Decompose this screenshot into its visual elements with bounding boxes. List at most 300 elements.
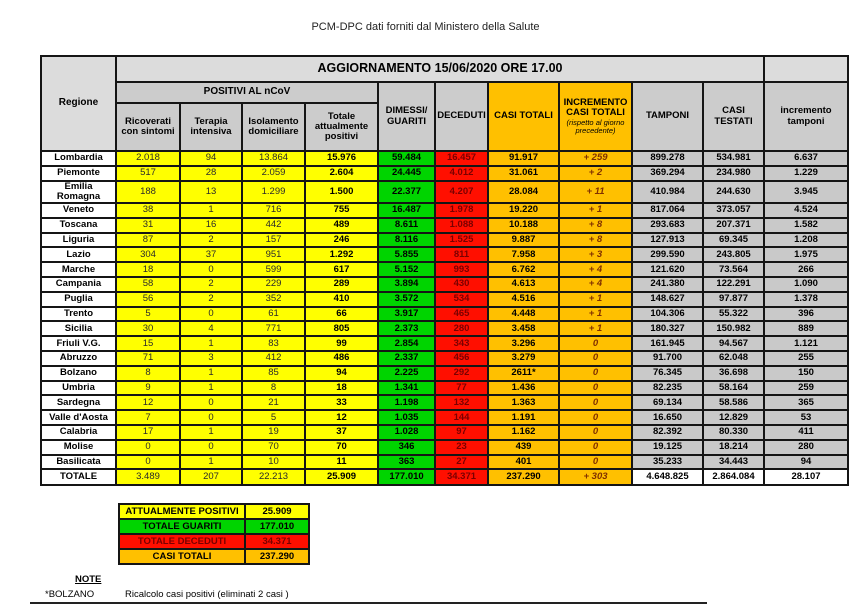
summary-label-attualmente-positivi: ATTUALMENTE POSITIVI <box>119 504 245 519</box>
cell-incremento-tamponi: 255 <box>764 351 848 366</box>
cell-dimessi-guariti: 5.855 <box>378 247 435 262</box>
cell-terapia-intensiva: 1 <box>180 203 242 218</box>
cell-dimessi-guariti: 2.337 <box>378 351 435 366</box>
cell-incremento-casi: 0 <box>559 425 632 440</box>
cell-tamponi: 299.590 <box>632 247 703 262</box>
cell-ricoverati: 8 <box>116 366 180 381</box>
header-empty-cell <box>764 56 848 82</box>
cell-isolamento: 13.864 <box>242 151 305 166</box>
cell-totale-positivi: 1.500 <box>305 181 378 204</box>
cell-dimessi-guariti: 2.373 <box>378 321 435 336</box>
cell-tamponi: 148.627 <box>632 292 703 307</box>
cell-incremento-tamponi: 1.229 <box>764 166 848 181</box>
cell-casi-totali: 4.613 <box>488 277 559 292</box>
cell-deceduti: 993 <box>435 262 488 277</box>
cell-totale-positivi: 11 <box>305 455 378 470</box>
cell-ricoverati: 15 <box>116 336 180 351</box>
cell-tamponi: 121.620 <box>632 262 703 277</box>
note-bolzano-ref: *BOLZANO <box>45 589 95 600</box>
cell-tamponi: 369.294 <box>632 166 703 181</box>
cell-tamponi: 241.380 <box>632 277 703 292</box>
header-positivi-group: POSITIVI AL nCoV <box>116 82 378 103</box>
cell-terapia-intensiva: 1 <box>180 366 242 381</box>
cell-ricoverati: 30 <box>116 321 180 336</box>
cell-casi-totali: 6.762 <box>488 262 559 277</box>
cell-regione: Piemonte <box>41 166 116 181</box>
cell-incremento-casi: + 1 <box>559 203 632 218</box>
cell-casi-totali: 28.084 <box>488 181 559 204</box>
cell-ricoverati: 517 <box>116 166 180 181</box>
cell-incremento-tamponi: 411 <box>764 425 848 440</box>
header-incremento-casi <box>559 82 632 151</box>
cell-terapia-intensiva: 0 <box>180 262 242 277</box>
cell-tamponi: 410.984 <box>632 181 703 204</box>
cell-incremento-casi: + 8 <box>559 233 632 248</box>
note-bolzano <box>45 589 289 600</box>
cell-totale-positivi: 94 <box>305 366 378 381</box>
main-table-body <box>41 151 848 485</box>
summary-value-totale-deceduti: 34.371 <box>245 534 309 549</box>
cell-totale-positivi: 246 <box>305 233 378 248</box>
cell-incremento-tamponi: 1.975 <box>764 247 848 262</box>
cell-incremento-tamponi: 1.208 <box>764 233 848 248</box>
cell-casi-testati: 18.214 <box>703 440 764 455</box>
cell-tamponi: 4.648.825 <box>632 469 703 485</box>
cell-terapia-intensiva: 1 <box>180 336 242 351</box>
table-row <box>41 307 848 322</box>
cell-casi-totali: 9.887 <box>488 233 559 248</box>
cell-isolamento: 412 <box>242 351 305 366</box>
summary-label-casi-totali: CASI TOTALI <box>119 549 245 564</box>
cell-regione: Abruzzo <box>41 351 116 366</box>
cell-tamponi: 82.235 <box>632 381 703 396</box>
cell-totale-positivi: 15.976 <box>305 151 378 166</box>
cell-casi-totali: 2611* <box>488 366 559 381</box>
cell-regione: Friuli V.G. <box>41 336 116 351</box>
cell-incremento-casi: + 11 <box>559 181 632 204</box>
cell-deceduti: 292 <box>435 366 488 381</box>
cell-terapia-intensiva: 28 <box>180 166 242 181</box>
header-casi-testati: CASI TESTATI <box>703 82 764 151</box>
cell-casi-testati: 58.164 <box>703 381 764 396</box>
cell-terapia-intensiva: 94 <box>180 151 242 166</box>
cell-ricoverati: 0 <box>116 455 180 470</box>
table-row <box>41 366 848 381</box>
cell-regione: Trento <box>41 307 116 322</box>
table-row <box>41 166 848 181</box>
table-row <box>41 351 848 366</box>
cell-incremento-tamponi: 1.582 <box>764 218 848 233</box>
cell-deceduti: 534 <box>435 292 488 307</box>
cell-incremento-tamponi: 266 <box>764 262 848 277</box>
cell-casi-testati: 69.345 <box>703 233 764 248</box>
cell-casi-totali: 237.290 <box>488 469 559 485</box>
cell-casi-testati: 373.057 <box>703 203 764 218</box>
cell-incremento-casi: + 3 <box>559 247 632 262</box>
cell-dimessi-guariti: 1.035 <box>378 410 435 425</box>
table-row <box>41 218 848 233</box>
cell-incremento-casi: 0 <box>559 410 632 425</box>
table-row <box>41 425 848 440</box>
summary-value-attualmente-positivi: 25.909 <box>245 504 309 519</box>
cell-incremento-casi: + 4 <box>559 277 632 292</box>
cell-isolamento: 10 <box>242 455 305 470</box>
cell-dimessi-guariti: 3.917 <box>378 307 435 322</box>
cell-casi-totali: 4.516 <box>488 292 559 307</box>
table-row <box>41 277 848 292</box>
cell-incremento-casi: 0 <box>559 336 632 351</box>
cell-tamponi: 293.683 <box>632 218 703 233</box>
cell-casi-testati: 244.630 <box>703 181 764 204</box>
table-row <box>41 247 848 262</box>
cell-isolamento: 8 <box>242 381 305 396</box>
header-incremento-casi-subnote: (rispetto al giorno precedente) <box>566 118 625 136</box>
cell-totale-positivi: 289 <box>305 277 378 292</box>
cell-regione: Umbria <box>41 381 116 396</box>
summary-row-totale-guariti <box>119 519 309 534</box>
cell-incremento-casi: + 1 <box>559 292 632 307</box>
summary-row-totale-deceduti <box>119 534 309 549</box>
cell-isolamento: 83 <box>242 336 305 351</box>
cell-ricoverati: 31 <box>116 218 180 233</box>
cell-totale-positivi: 2.604 <box>305 166 378 181</box>
cell-totale-positivi: 805 <box>305 321 378 336</box>
cell-ricoverati: 56 <box>116 292 180 307</box>
cell-ricoverati: 17 <box>116 425 180 440</box>
cell-incremento-casi: + 259 <box>559 151 632 166</box>
cell-incremento-tamponi: 1.090 <box>764 277 848 292</box>
table-row <box>41 203 848 218</box>
summary-table <box>118 503 310 565</box>
cell-casi-testati: 97.877 <box>703 292 764 307</box>
cell-incremento-tamponi: 150 <box>764 366 848 381</box>
cell-deceduti: 16.457 <box>435 151 488 166</box>
cell-dimessi-guariti: 1.198 <box>378 395 435 410</box>
cell-incremento-casi: + 1 <box>559 321 632 336</box>
cell-incremento-casi: 0 <box>559 455 632 470</box>
header-totale-positivi: Totale attualmente positivi <box>305 103 378 151</box>
cell-dimessi-guariti: 8.611 <box>378 218 435 233</box>
cell-incremento-casi: + 4 <box>559 262 632 277</box>
table-row <box>41 292 848 307</box>
cell-deceduti: 811 <box>435 247 488 262</box>
cell-isolamento: 85 <box>242 366 305 381</box>
cell-terapia-intensiva: 2 <box>180 233 242 248</box>
header-banner: AGGIORNAMENTO 15/06/2020 ORE 17.00 <box>116 56 764 82</box>
cell-regione: Campania <box>41 277 116 292</box>
cell-casi-testati: 207.371 <box>703 218 764 233</box>
cell-casi-totali: 3.296 <box>488 336 559 351</box>
cell-regione: TOTALE <box>41 469 116 485</box>
cell-deceduti: 34.371 <box>435 469 488 485</box>
cell-deceduti: 77 <box>435 381 488 396</box>
cell-dimessi-guariti: 177.010 <box>378 469 435 485</box>
cell-isolamento: 599 <box>242 262 305 277</box>
header-incremento-tamponi: incremento tamponi <box>764 82 848 151</box>
cell-tamponi: 82.392 <box>632 425 703 440</box>
cell-incremento-tamponi: 396 <box>764 307 848 322</box>
cell-incremento-tamponi: 259 <box>764 381 848 396</box>
cell-deceduti: 343 <box>435 336 488 351</box>
cell-dimessi-guariti: 2.854 <box>378 336 435 351</box>
cell-casi-totali: 91.917 <box>488 151 559 166</box>
cell-tamponi: 76.345 <box>632 366 703 381</box>
table-header <box>41 56 848 151</box>
table-row-totale <box>41 469 848 485</box>
summary-value-casi-totali: 237.290 <box>245 549 309 564</box>
cell-casi-totali: 439 <box>488 440 559 455</box>
cell-regione: Calabria <box>41 425 116 440</box>
cell-totale-positivi: 18 <box>305 381 378 396</box>
cell-incremento-tamponi: 280 <box>764 440 848 455</box>
cell-ricoverati: 188 <box>116 181 180 204</box>
cell-terapia-intensiva: 16 <box>180 218 242 233</box>
cell-casi-testati: 94.567 <box>703 336 764 351</box>
cell-ricoverati: 71 <box>116 351 180 366</box>
cell-ricoverati: 12 <box>116 395 180 410</box>
cell-dimessi-guariti: 363 <box>378 455 435 470</box>
table-row <box>41 181 848 204</box>
cell-incremento-tamponi: 94 <box>764 455 848 470</box>
cell-tamponi: 35.233 <box>632 455 703 470</box>
cell-deceduti: 1.088 <box>435 218 488 233</box>
cell-deceduti: 4.012 <box>435 166 488 181</box>
cell-deceduti: 132 <box>435 395 488 410</box>
cell-incremento-tamponi: 6.637 <box>764 151 848 166</box>
cell-dimessi-guariti: 1.028 <box>378 425 435 440</box>
cell-deceduti: 1.525 <box>435 233 488 248</box>
header-regione: Regione <box>41 56 116 151</box>
note-bolzano-text: Ricalcolo casi positivi (eliminati 2 casi ) <box>125 589 289 600</box>
cell-regione: Marche <box>41 262 116 277</box>
cell-isolamento: 352 <box>242 292 305 307</box>
summary-row-attualmente-positivi <box>119 504 309 519</box>
cell-incremento-casi: + 1 <box>559 307 632 322</box>
cell-regione: Lombardia <box>41 151 116 166</box>
cell-terapia-intensiva: 4 <box>180 321 242 336</box>
cell-incremento-tamponi: 28.107 <box>764 469 848 485</box>
table-row <box>41 262 848 277</box>
cell-deceduti: 1.978 <box>435 203 488 218</box>
cell-ricoverati: 87 <box>116 233 180 248</box>
cell-casi-totali: 3.279 <box>488 351 559 366</box>
cell-totale-positivi: 33 <box>305 395 378 410</box>
cell-deceduti: 23 <box>435 440 488 455</box>
summary-row-casi-totali <box>119 549 309 564</box>
cell-casi-testati: 55.322 <box>703 307 764 322</box>
cell-regione: Basilicata <box>41 455 116 470</box>
cell-regione: Toscana <box>41 218 116 233</box>
cell-ricoverati: 58 <box>116 277 180 292</box>
table-row <box>41 151 848 166</box>
cell-dimessi-guariti: 59.484 <box>378 151 435 166</box>
cell-terapia-intensiva: 0 <box>180 440 242 455</box>
cell-isolamento: 1.299 <box>242 181 305 204</box>
cell-deceduti: 4.207 <box>435 181 488 204</box>
cell-isolamento: 229 <box>242 277 305 292</box>
cell-dimessi-guariti: 16.487 <box>378 203 435 218</box>
cell-regione: Sicilia <box>41 321 116 336</box>
cell-casi-totali: 401 <box>488 455 559 470</box>
cell-tamponi: 817.064 <box>632 203 703 218</box>
cell-regione: Liguria <box>41 233 116 248</box>
cell-deceduti: 456 <box>435 351 488 366</box>
cell-incremento-tamponi: 3.945 <box>764 181 848 204</box>
cell-incremento-casi: 0 <box>559 351 632 366</box>
cell-incremento-casi: + 8 <box>559 218 632 233</box>
cell-incremento-tamponi: 365 <box>764 395 848 410</box>
cell-isolamento: 22.213 <box>242 469 305 485</box>
header-casi-totali: CASI TOTALI <box>488 82 559 151</box>
cell-casi-testati: 243.805 <box>703 247 764 262</box>
cell-tamponi: 16.650 <box>632 410 703 425</box>
cell-ricoverati: 9 <box>116 381 180 396</box>
cell-ricoverati: 7 <box>116 410 180 425</box>
cell-dimessi-guariti: 8.116 <box>378 233 435 248</box>
cell-casi-testati: 80.330 <box>703 425 764 440</box>
table-row <box>41 395 848 410</box>
cell-regione: Puglia <box>41 292 116 307</box>
cell-isolamento: 21 <box>242 395 305 410</box>
cell-casi-testati: 58.586 <box>703 395 764 410</box>
cell-casi-totali: 4.448 <box>488 307 559 322</box>
cell-isolamento: 2.059 <box>242 166 305 181</box>
cell-casi-totali: 1.436 <box>488 381 559 396</box>
cell-casi-totali: 1.363 <box>488 395 559 410</box>
header-row-groups <box>41 82 848 103</box>
summary-label-totale-deceduti: TOTALE DECEDUTI <box>119 534 245 549</box>
cell-totale-positivi: 617 <box>305 262 378 277</box>
cell-regione: Lazio <box>41 247 116 262</box>
cell-totale-positivi: 25.909 <box>305 469 378 485</box>
cell-incremento-casi: 0 <box>559 440 632 455</box>
cell-dimessi-guariti: 2.225 <box>378 366 435 381</box>
cell-casi-testati: 2.864.084 <box>703 469 764 485</box>
header-terapia-intensiva: Terapia intensiva <box>180 103 242 151</box>
cell-casi-totali: 7.958 <box>488 247 559 262</box>
cell-totale-positivi: 486 <box>305 351 378 366</box>
cell-casi-totali: 10.188 <box>488 218 559 233</box>
cell-isolamento: 5 <box>242 410 305 425</box>
header-isolamento: Isolamento domiciliare <box>242 103 305 151</box>
cell-totale-positivi: 410 <box>305 292 378 307</box>
cell-regione: Sardegna <box>41 395 116 410</box>
cell-totale-positivi: 99 <box>305 336 378 351</box>
cell-incremento-tamponi: 1.121 <box>764 336 848 351</box>
cell-dimessi-guariti: 5.152 <box>378 262 435 277</box>
cell-totale-positivi: 755 <box>305 203 378 218</box>
cell-casi-totali: 3.458 <box>488 321 559 336</box>
cell-casi-testati: 150.982 <box>703 321 764 336</box>
table-row <box>41 455 848 470</box>
header-tamponi: TAMPONI <box>632 82 703 151</box>
cell-incremento-casi: 0 <box>559 366 632 381</box>
cell-tamponi: 899.278 <box>632 151 703 166</box>
cell-terapia-intensiva: 2 <box>180 292 242 307</box>
cell-terapia-intensiva: 0 <box>180 410 242 425</box>
cell-casi-totali: 1.191 <box>488 410 559 425</box>
cell-incremento-tamponi: 53 <box>764 410 848 425</box>
cell-incremento-casi: 0 <box>559 381 632 396</box>
cell-dimessi-guariti: 346 <box>378 440 435 455</box>
cell-ricoverati: 38 <box>116 203 180 218</box>
cell-regione: Molise <box>41 440 116 455</box>
cell-dimessi-guariti: 22.377 <box>378 181 435 204</box>
cell-dimessi-guariti: 3.572 <box>378 292 435 307</box>
cell-deceduti: 280 <box>435 321 488 336</box>
cell-tamponi: 180.327 <box>632 321 703 336</box>
header-row-banner <box>41 56 848 82</box>
cell-tamponi: 91.700 <box>632 351 703 366</box>
header-deceduti: DECEDUTI <box>435 82 488 151</box>
cell-terapia-intensiva: 0 <box>180 307 242 322</box>
cell-deceduti: 430 <box>435 277 488 292</box>
cell-tamponi: 69.134 <box>632 395 703 410</box>
cell-casi-totali: 31.061 <box>488 166 559 181</box>
table-row <box>41 410 848 425</box>
header-incremento-casi-main: INCREMENTO CASI TOTALI <box>563 96 628 118</box>
cell-tamponi: 104.306 <box>632 307 703 322</box>
table-row <box>41 233 848 248</box>
cell-tamponi: 127.913 <box>632 233 703 248</box>
cell-regione: Valle d'Aosta <box>41 410 116 425</box>
cell-deceduti: 465 <box>435 307 488 322</box>
cell-incremento-casi: 0 <box>559 395 632 410</box>
cell-regione: Bolzano <box>41 366 116 381</box>
cell-isolamento: 157 <box>242 233 305 248</box>
cell-isolamento: 61 <box>242 307 305 322</box>
cell-ricoverati: 3.489 <box>116 469 180 485</box>
cell-casi-totali: 19.220 <box>488 203 559 218</box>
summary-value-totale-guariti: 177.010 <box>245 519 309 534</box>
table-row <box>41 336 848 351</box>
header-ricoverati: Ricoverati con sintomi <box>116 103 180 151</box>
cell-terapia-intensiva: 3 <box>180 351 242 366</box>
cell-isolamento: 771 <box>242 321 305 336</box>
cell-isolamento: 19 <box>242 425 305 440</box>
header-dimessi-guariti: DIMESSI/ GUARITI <box>378 82 435 151</box>
cell-casi-testati: 122.291 <box>703 277 764 292</box>
cell-terapia-intensiva: 0 <box>180 395 242 410</box>
cell-terapia-intensiva: 2 <box>180 277 242 292</box>
cell-totale-positivi: 1.292 <box>305 247 378 262</box>
cell-terapia-intensiva: 1 <box>180 381 242 396</box>
cell-tamponi: 161.945 <box>632 336 703 351</box>
cell-incremento-tamponi: 1.378 <box>764 292 848 307</box>
cell-isolamento: 951 <box>242 247 305 262</box>
cell-regione: Veneto <box>41 203 116 218</box>
cell-isolamento: 442 <box>242 218 305 233</box>
cell-regione: Emilia Romagna <box>41 181 116 204</box>
cell-dimessi-guariti: 1.341 <box>378 381 435 396</box>
cell-incremento-casi: + 2 <box>559 166 632 181</box>
cell-casi-testati: 73.564 <box>703 262 764 277</box>
table-row <box>41 321 848 336</box>
table-row <box>41 440 848 455</box>
cell-totale-positivi: 12 <box>305 410 378 425</box>
bottom-divider <box>30 602 707 604</box>
cell-terapia-intensiva: 207 <box>180 469 242 485</box>
notes-title: NOTE <box>75 574 102 585</box>
cell-deceduti: 144 <box>435 410 488 425</box>
cell-terapia-intensiva: 1 <box>180 425 242 440</box>
cell-casi-testati: 12.829 <box>703 410 764 425</box>
cell-totale-positivi: 37 <box>305 425 378 440</box>
cell-deceduti: 97 <box>435 425 488 440</box>
cell-incremento-casi: + 303 <box>559 469 632 485</box>
cell-isolamento: 70 <box>242 440 305 455</box>
cell-ricoverati: 304 <box>116 247 180 262</box>
